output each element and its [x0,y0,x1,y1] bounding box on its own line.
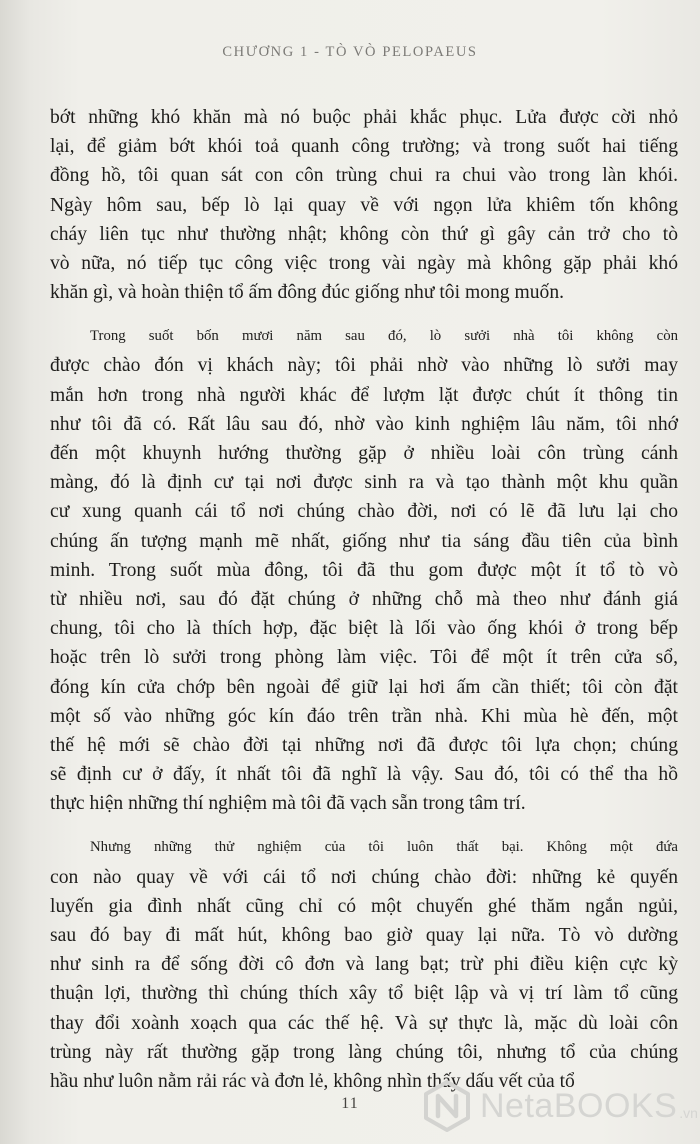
text-line: như tôi đã có. Rất lâu sau đó, nhờ vào kinh nghiệm lâu năm, tôi nhớ [50,413,678,435]
text-line: sau đó bay đi mất hút, không bao giờ quay lại nữa. Tò vò dường [50,925,678,947]
text-line: thực hiện những thí nghiệm mà tôi đã vạch sẵn trong tâm trí. [50,793,526,815]
text-line: như sinh ra để sống đời cô đơn và lang bạt; trừ phi điều kiện cực kỳ [50,954,678,976]
watermark-suffix: .vn [679,1105,698,1121]
text-line: bớt những khó khăn mà nó buộc phải khắc phục. Lửa được cời nhỏ [50,107,678,128]
text-line: khăn gì, và hoàn thiện tổ ấm đông đúc giống như tôi mong muốn. [50,282,565,304]
text-line: minh. Trong suốt mùa đông, tôi đã thu gom được một ít tổ tò vò [50,559,678,581]
paragraph [50,833,678,1096]
text-line: Ngày hôm sau, bếp lò lại quay về với ngọn lửa khiêm tốn không [50,194,678,216]
text-line: cháy liên tục như thường nhật; không còn thứ gì gây cản trở cho tò [50,223,678,245]
text-line: Trong suốt bốn mươi năm sau đó, lò sưởi nhà tôi không còn [90,328,678,345]
text-line: trùng này rất thường gặp trong làng chúng tôi, nhưng tổ của chúng [50,1041,678,1063]
watermark-brand: NetaBOOKS [480,1086,678,1125]
page-number: 11 [341,1095,359,1112]
text-line: chung, tôi cho là thích hợp, đặc biệt là lối vào ống khói ở trong bếp [50,618,678,640]
text-line: đóng kín cửa chớp bên ngoài để giữ lại hơi ấm cần thiết; tôi còn đặt [50,676,678,698]
text-line: được chào đón vị khách này; tôi phải nhờ vào những lò sưởi may [50,355,678,377]
paragraph [50,322,678,818]
text-line: Nhưng những thử nghiệm của tôi luôn thất bại. Không một đứa [90,839,678,856]
text-line: lại, để giảm bớt khói toả quanh công trường; và trong suốt hai tiếng [50,136,678,158]
text-line: con nào quay về với cái tổ nơi chúng chào đời: những kẻ quyến [50,866,678,888]
text-line: đồng hồ, tôi quan sát con côn trùng chui ra chui vào trong làn khói. [50,165,678,187]
text-line: thuận lợi, thường thì chúng thích xây tổ biệt lập và vị trí làm tổ cũng [50,983,678,1005]
running-head: CHƯƠNG 1 - TÒ VÒ PELOPAEUS [222,44,478,60]
watermark [420,1076,700,1136]
text-line: chúng ấn tượng mạnh mẽ nhất, giống như tia sáng đầu tiên của bình [50,530,678,552]
text-line: đến một khuynh hướng thường gặp ở nhiều loài côn trùng cánh [50,443,678,465]
body-text [50,103,678,1111]
paragraph [50,103,678,307]
text-line: luyến gia đình nhất cũng chỉ có một chuyến ghé thăm ngắn ngủi, [50,895,678,917]
text-line: từ nhiều nơi, sau đó đặt chúng ở những chỗ mà theo như đánh giá [50,589,678,611]
neta-hexagon-n-icon [420,1079,474,1133]
text-line: cư xung quanh cái tổ nơi chúng chào đời, nơi có lẽ đã lưu lại cho [50,501,678,523]
text-line: màng, đó là định cư tại nơi được sinh ra và tạo thành một khu quần [50,472,678,494]
text-line: hoặc trên lò sưởi trong phòng làm việc. Tôi để một ít trên cửa sổ, [50,647,678,669]
text-line: thế hệ mới sẽ chào đời tại những nơi đã được tôi lựa chọn; chúng [50,735,678,757]
text-line: một số vào những góc kín đáo trên trần nhà. Khi mùa hè đến, một [50,705,678,727]
text-line: vò nữa, nó tiếp tục công việc trong vài ngày mà không gặp phải khó [50,253,678,275]
text-line: thay đổi xoành xoạch qua các thế hệ. Và sự thực là, mặc dù loài côn [50,1012,678,1034]
text-line: mắn hơn trong nhà người khác để lượm lặt được chút ít thông tin [50,384,678,406]
text-line: sẽ định cư ở đấy, ít nhất tôi đã nghĩ là vậy. Sau đó, tôi có thể tha hồ [50,764,678,786]
text-line: hầu như luôn nằm rải rác và đơn lẻ, không nhìn thấy dấu vết của tổ [50,1071,575,1093]
